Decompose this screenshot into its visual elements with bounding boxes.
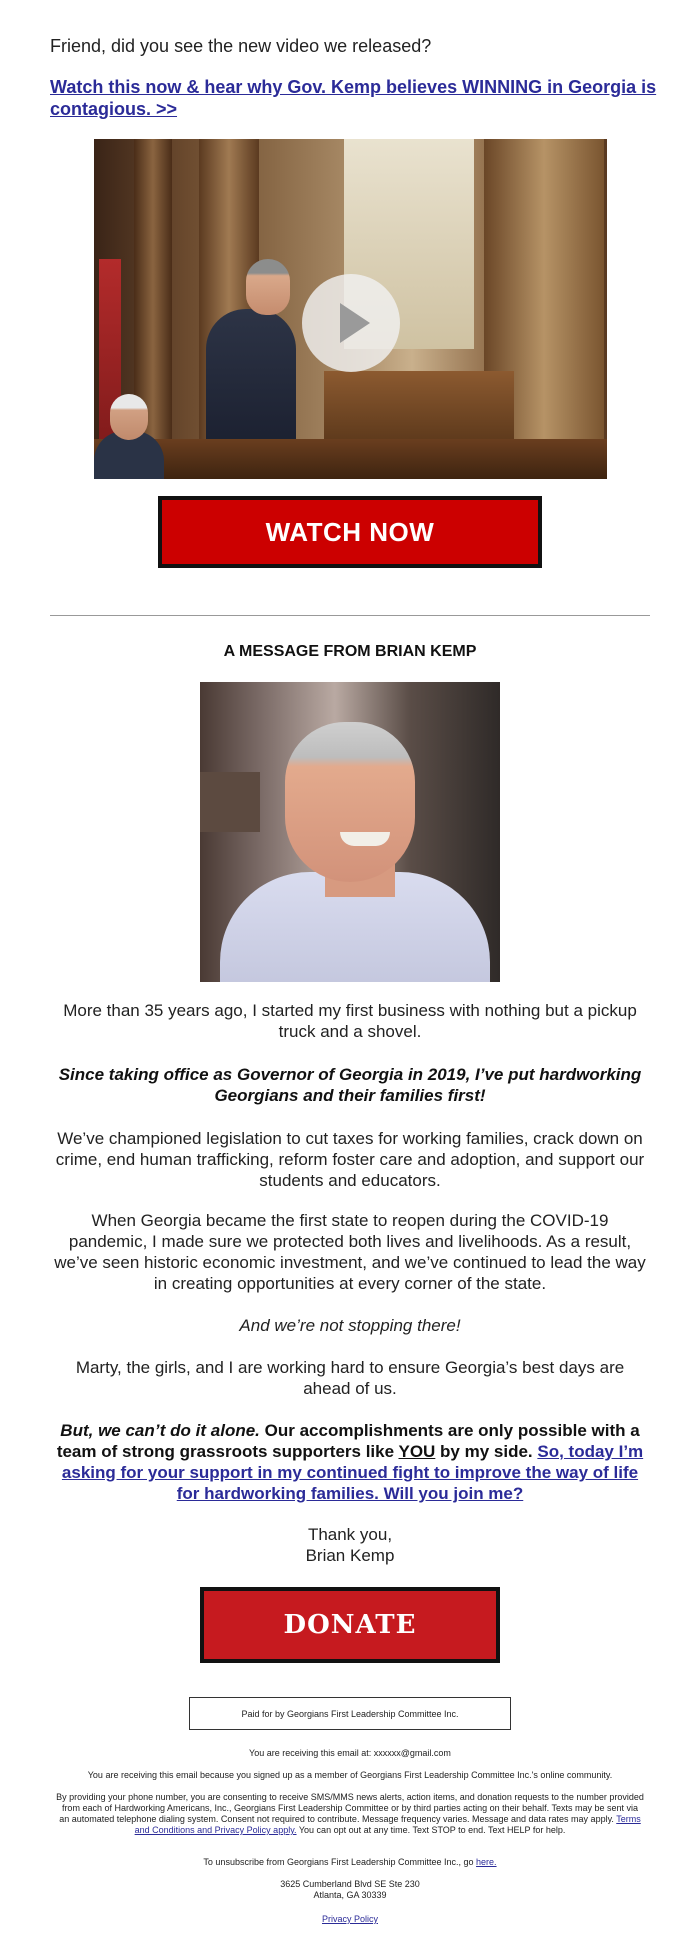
terms-link[interactable]: Terms and Conditions and Privacy Policy apply. — [134, 1814, 641, 1835]
background-sign — [200, 772, 260, 832]
watch-video-link[interactable]: Watch this now & hear why Gov. Kemp believes WINNING in Georgia is contagious. >> — [50, 77, 657, 119]
thanks-text: Thank you, — [307, 1525, 393, 1544]
appeal-after: by my side. — [435, 1442, 538, 1461]
signature-text: Brian Kemp — [305, 1546, 395, 1565]
address-line-2: Atlanta, GA 30339 — [313, 1890, 387, 1900]
speaker-figure — [206, 309, 296, 449]
podium — [324, 371, 514, 441]
sms-after: You can opt out at any time. Text STOP to end. Text HELP for help. — [296, 1825, 566, 1835]
privacy-line — [56, 1914, 644, 1925]
member-notice: You are receiving this email because you signed up as a member of Georgians First Leadership Committee Inc.'s online community. — [87, 1770, 613, 1780]
appeal-text: Our accomplishments are only possible with a team of strong grassroots supporters like — [56, 1421, 640, 1461]
mailing-address — [56, 1879, 644, 1901]
desk — [94, 439, 607, 479]
unsubscribe-text: To unsubscribe from Georgians First Leadership Committee Inc., go — [203, 1857, 477, 1867]
smile — [340, 832, 390, 846]
video-thumbnail[interactable] — [94, 139, 607, 479]
address-line-1: 3625 Cumberland Blvd SE Ste 230 — [280, 1879, 420, 1889]
unsubscribe-line — [56, 1857, 644, 1868]
paragraph-legislation: We’ve championed legislation to cut taxes for working families, crack down on crime, end human trafficking, reform foster care and adoption, and support our students and educators. — [55, 1129, 645, 1190]
seated-head — [110, 394, 148, 440]
appeal-italic: But, we can’t do it alone. — [60, 1421, 260, 1440]
message-title: A MESSAGE FROM BRIAN KEMP — [223, 643, 477, 660]
paragraph-governor: Since taking office as Governor of Georgia in 2019, I’ve put hardworking Georgians and their families first! — [58, 1065, 642, 1105]
paragraph-not-stopping: And we’re not stopping there! — [239, 1316, 461, 1335]
paragraph-covid: When Georgia became the first state to reopen during the COVID-19 pandemic, I made sure we protected both lives and livelihoods. As a result, we’ve seen historic economic investment, and we’ve continued to lead the way in creating opportunities at every corner of the state. — [54, 1211, 646, 1293]
paragraph-appeal — [50, 1420, 650, 1504]
portrait-photo — [200, 682, 500, 982]
unsubscribe-link[interactable]: here. — [476, 1857, 497, 1867]
greeting-text: Friend, did you see the new video we released? — [50, 36, 432, 56]
appeal-you: YOU — [398, 1442, 436, 1461]
sms-disclaimer — [56, 1792, 644, 1836]
sign-off — [50, 1524, 650, 1566]
paid-for-box: Paid for by Georgians First Leadership Committee Inc. — [189, 1697, 511, 1730]
watch-now-button[interactable]: WATCH NOW — [158, 496, 542, 568]
sms-text: By providing your phone number, you are consenting to receive SMS/MMS news alerts, action items, and donation requests to the number provided from each of Hardworking Americans, Inc., Georgians First Leadership Committee or by third parties acting on their behalf. Texts may be sent via an automated telephone dialing system. Consent not required to contribute. Message frequency varies. Message and data rates may apply. — [56, 1792, 644, 1824]
face — [285, 722, 415, 882]
privacy-policy-link[interactable]: Privacy Policy — [321, 1914, 378, 1924]
paragraph-family: Marty, the girls, and I are working hard to ensure Georgia’s best days are ahead of us. — [75, 1358, 625, 1398]
donate-button[interactable]: DONATE — [200, 1587, 500, 1663]
join-me-link[interactable]: So, today I’m asking for your support in my continued fight to improve the way of life for hardworking families. Will you join me? — [61, 1442, 644, 1503]
paragraph-business: More than 35 years ago, I started my first business with nothing but a pickup truck and a shovel. — [63, 1001, 637, 1041]
play-icon[interactable] — [302, 274, 400, 372]
speaker-head — [246, 259, 290, 315]
email-notice: You are receiving this email at: xxxxxx@gmail.com — [249, 1748, 451, 1758]
divider — [50, 615, 650, 616]
